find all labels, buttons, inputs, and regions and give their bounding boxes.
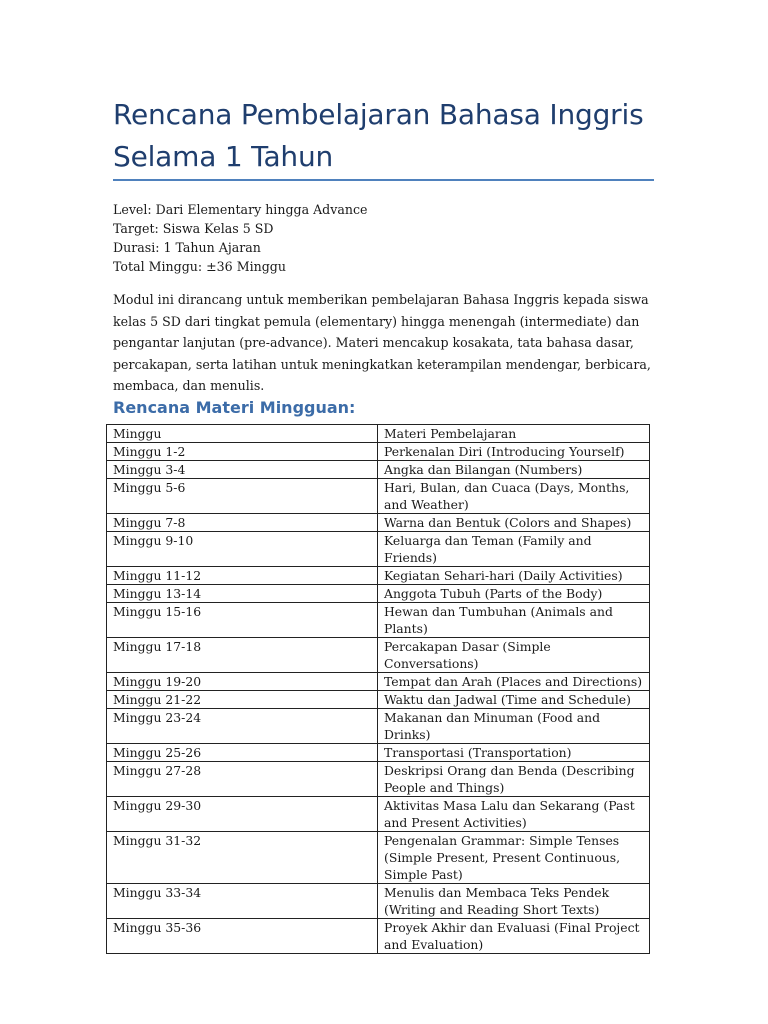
week-cell: Minggu 29-30 <box>107 797 378 832</box>
table-row <box>107 762 650 797</box>
material-cell: Hewan dan Tumbuhan (Animals and Plants) <box>378 603 650 638</box>
table-row <box>107 919 650 954</box>
table-row <box>107 884 650 919</box>
section-heading: Rencana Materi Mingguan: <box>113 398 356 417</box>
week-cell: Minggu 19-20 <box>107 673 378 691</box>
material-cell: Perkenalan Diri (Introducing Yourself) <box>378 443 650 461</box>
meta-target: Target: Siswa Kelas 5 SD <box>113 221 274 236</box>
header-cell-material: Materi Pembelajaran <box>378 425 650 443</box>
table-row <box>107 585 650 603</box>
table-row <box>107 691 650 709</box>
table-row <box>107 567 650 585</box>
header-cell-week: Minggu <box>107 425 378 443</box>
meta-total-weeks: Total Minggu: ±36 Minggu <box>113 259 286 274</box>
week-cell: Minggu 27-28 <box>107 762 378 797</box>
week-cell: Minggu 33-34 <box>107 884 378 919</box>
week-cell: Minggu 31-32 <box>107 832 378 884</box>
meta-level: Level: Dari Elementary hingga Advance <box>113 202 368 217</box>
material-cell: Warna dan Bentuk (Colors and Shapes) <box>378 514 650 532</box>
table-header-row <box>107 425 650 443</box>
material-cell: Percakapan Dasar (Simple Conversations) <box>378 638 650 673</box>
table-row <box>107 638 650 673</box>
intro-paragraph: Modul ini dirancang untuk memberikan pembelajaran Bahasa Inggris kepada siswa kelas 5 SD dari tingkat pemula (elementary) hingga menengah (intermediate) dan pengantar lanjutan (pre-advance). Materi mencakup kosakata, tata bahasa dasar, percakapan, serta latihan untuk meningkatkan keterampilan mendengar, berbicara, membaca, dan menulis. <box>113 292 651 394</box>
material-cell: Angka dan Bilangan (Numbers) <box>378 461 650 479</box>
table-row <box>107 461 650 479</box>
table-row <box>107 532 650 567</box>
table-row <box>107 603 650 638</box>
meta-block <box>113 200 653 276</box>
table-row <box>107 744 650 762</box>
weekly-plan-table <box>106 424 650 954</box>
week-cell: Minggu 25-26 <box>107 744 378 762</box>
material-cell: Transportasi (Transportation) <box>378 744 650 762</box>
week-cell: Minggu 7-8 <box>107 514 378 532</box>
material-cell: Menulis dan Membaca Teks Pendek (Writing and Reading Short Texts) <box>378 884 650 919</box>
meta-duration: Durasi: 1 Tahun Ajaran <box>113 240 261 255</box>
week-cell: Minggu 5-6 <box>107 479 378 514</box>
title-divider <box>113 179 654 181</box>
table-row <box>107 832 650 884</box>
week-cell: Minggu 11-12 <box>107 567 378 585</box>
week-cell: Minggu 3-4 <box>107 461 378 479</box>
week-cell: Minggu 13-14 <box>107 585 378 603</box>
week-cell: Minggu 23-24 <box>107 709 378 744</box>
table-row <box>107 797 650 832</box>
material-cell: Tempat dan Arah (Places and Directions) <box>378 673 650 691</box>
table-row <box>107 514 650 532</box>
week-cell: Minggu 17-18 <box>107 638 378 673</box>
material-cell: Waktu dan Jadwal (Time and Schedule) <box>378 691 650 709</box>
week-cell: Minggu 15-16 <box>107 603 378 638</box>
page-title: Rencana Pembelajaran Bahasa Inggris Selama 1 Tahun <box>113 98 644 173</box>
table-row <box>107 479 650 514</box>
material-cell: Pengenalan Grammar: Simple Tenses (Simple Present, Present Continuous, Simple Past) <box>378 832 650 884</box>
material-cell: Kegiatan Sehari-hari (Daily Activities) <box>378 567 650 585</box>
material-cell: Hari, Bulan, dan Cuaca (Days, Months, and Weather) <box>378 479 650 514</box>
table-row <box>107 709 650 744</box>
week-cell: Minggu 35-36 <box>107 919 378 954</box>
material-cell: Anggota Tubuh (Parts of the Body) <box>378 585 650 603</box>
material-cell: Deskripsi Orang dan Benda (Describing People and Things) <box>378 762 650 797</box>
weekly-plan-body <box>107 425 650 954</box>
table-row <box>107 673 650 691</box>
week-cell: Minggu 1-2 <box>107 443 378 461</box>
week-cell: Minggu 9-10 <box>107 532 378 567</box>
material-cell: Keluarga dan Teman (Family and Friends) <box>378 532 650 567</box>
week-cell: Minggu 21-22 <box>107 691 378 709</box>
material-cell: Makanan dan Minuman (Food and Drinks) <box>378 709 650 744</box>
material-cell: Proyek Akhir dan Evaluasi (Final Project and Evaluation) <box>378 919 650 954</box>
table-row <box>107 443 650 461</box>
material-cell: Aktivitas Masa Lalu dan Sekarang (Past and Present Activities) <box>378 797 650 832</box>
